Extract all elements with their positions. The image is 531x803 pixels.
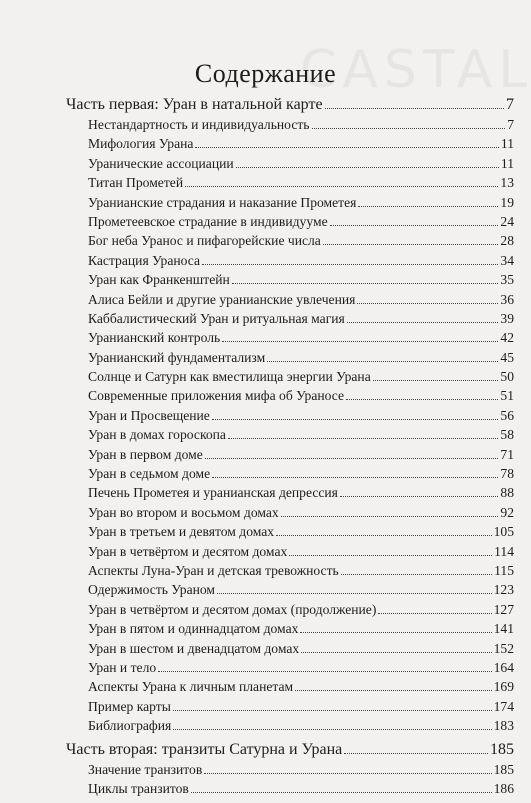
toc-entry[interactable]: [66, 582, 514, 601]
toc-entry[interactable]: [66, 641, 514, 660]
toc-entry-label: Уран в четвёртом и десятом домах (продолжение): [88, 601, 377, 617]
toc-page-number: 13: [500, 175, 514, 191]
toc-page-number: 34: [500, 252, 514, 268]
toc-page-number: 123: [493, 582, 514, 598]
dot-leader: [204, 773, 491, 774]
toc-entry[interactable]: [66, 762, 514, 781]
toc-page-number: 169: [493, 679, 514, 695]
toc-page-number: 105: [493, 524, 514, 540]
dot-leader: [222, 341, 498, 342]
toc-entry[interactable]: [66, 253, 514, 272]
toc-page-number: 50: [500, 369, 514, 385]
toc-page-number: 35: [500, 272, 514, 288]
toc-entry[interactable]: [66, 660, 514, 679]
dot-leader: [281, 516, 499, 517]
toc-entry-label: Библиография: [88, 718, 172, 734]
toc-entry-label: Уран в шестом и двенадцатом домах: [88, 640, 300, 656]
dot-leader: [289, 555, 492, 556]
toc-page-number: 152: [493, 640, 514, 656]
toc-page-number: 58: [500, 427, 514, 443]
toc-page-number: 19: [500, 194, 514, 210]
toc-part-1[interactable]: [66, 96, 514, 117]
dot-leader: [202, 264, 498, 265]
toc-page-number: 24: [500, 213, 514, 229]
toc-entry[interactable]: [66, 544, 514, 563]
toc-page-number: 71: [500, 446, 514, 462]
toc-entry[interactable]: [66, 781, 514, 800]
toc-entry[interactable]: [66, 156, 514, 175]
toc-entry-label: Уран в третьем и девятом домах: [88, 524, 275, 540]
dot-leader: [232, 283, 499, 284]
toc-entry[interactable]: [66, 447, 514, 466]
toc-entry-label: Значение транзитов: [88, 761, 203, 777]
toc-entry-label: Уранианские страдания и наказание Прометея: [88, 194, 357, 210]
dot-leader: [158, 671, 491, 672]
dot-leader: [212, 477, 498, 478]
toc-entry-label: Нестандартность и индивидуальность: [88, 117, 310, 132]
toc-page-number: 92: [500, 504, 514, 520]
toc-entry[interactable]: [66, 485, 514, 504]
dot-leader: [347, 322, 499, 323]
toc-entry[interactable]: [66, 272, 514, 291]
dot-leader: [346, 399, 498, 400]
toc-page-number: 185: [493, 761, 514, 777]
toc-entry-label: Современные приложения мифа об Ураносе: [88, 388, 345, 404]
toc-page-number: 183: [493, 718, 514, 734]
dot-leader: [312, 128, 506, 129]
toc-entry[interactable]: [66, 388, 514, 407]
dot-leader: [236, 167, 499, 168]
toc-page-number: 174: [493, 698, 514, 714]
dot-leader: [217, 593, 492, 594]
toc-entry-label: Одержимость Ураном: [88, 582, 216, 598]
toc-entry-label: Уранианский фундаментализм: [88, 349, 266, 365]
toc-part-label: Часть первая: Уран в натальной карте: [66, 96, 323, 113]
toc-entry-label: Уран в первом доме: [88, 446, 203, 462]
toc-entry-label: Прометеевское страдание в индивидууме: [88, 213, 328, 229]
dot-leader: [373, 380, 499, 381]
toc-entry-label: Уранианский контроль: [88, 330, 221, 346]
toc-entry[interactable]: [66, 718, 514, 737]
dot-leader: [325, 108, 504, 109]
toc-entry[interactable]: [66, 602, 514, 621]
dot-leader: [173, 710, 492, 711]
dot-leader: [323, 244, 499, 245]
toc-page-number: 51: [500, 388, 514, 404]
table-of-contents: [66, 96, 514, 800]
dot-leader: [228, 438, 498, 439]
toc-entry[interactable]: [66, 505, 514, 524]
toc-page-number: 141: [493, 621, 514, 637]
toc-entry-label: Уран в домах гороскопа: [88, 427, 226, 443]
toc-entry[interactable]: [66, 195, 514, 214]
toc-entry-label: Аспекты Луна-Уран и детская тревожность: [88, 562, 339, 578]
toc-entry-label: Алиса Бейли и другие уранианские увлечения: [88, 291, 356, 307]
dot-leader: [295, 690, 491, 691]
toc-entry[interactable]: [66, 330, 514, 349]
toc-page-number: 88: [500, 485, 514, 501]
toc-entry[interactable]: [66, 524, 514, 543]
toc-entry-label: Циклы транзитов: [88, 780, 189, 796]
toc-page-number: 186: [493, 780, 514, 796]
toc-entry[interactable]: [66, 466, 514, 485]
toc-entry[interactable]: [66, 563, 514, 582]
dot-leader: [301, 652, 491, 653]
toc-entry[interactable]: [66, 679, 514, 698]
dot-leader: [340, 496, 498, 497]
toc-page-number: 185: [490, 740, 514, 758]
toc-entry[interactable]: [66, 292, 514, 311]
toc-entry-label: Пример карты: [88, 698, 171, 714]
dot-leader: [267, 361, 498, 362]
dot-leader: [205, 458, 499, 459]
toc-entry-label: Уран как Франкенштейн: [88, 272, 230, 288]
dot-leader: [191, 792, 492, 793]
toc-entry-label: Кастрация Ураноса: [88, 252, 200, 268]
toc-entry[interactable]: [66, 136, 514, 155]
toc-page-number: 56: [500, 407, 514, 423]
toc-entry[interactable]: [66, 214, 514, 233]
toc-entry[interactable]: [66, 427, 514, 446]
toc-part-1-entries: [66, 117, 514, 738]
dot-leader: [344, 753, 488, 754]
toc-entry-label: Бог неба Уранос и пифагорейские числа: [88, 233, 321, 249]
toc-entry-label: Уран и тело: [88, 659, 157, 675]
toc-entry[interactable]: [66, 350, 514, 369]
page-title: Содержание: [194, 59, 337, 88]
dot-leader: [358, 206, 498, 207]
toc-page-number: 115: [494, 562, 514, 578]
toc-page-number: 36: [500, 291, 514, 307]
dot-leader: [357, 303, 498, 304]
toc-page-number: 11: [500, 136, 514, 152]
toc-entry-label: Каббалистический Уран и ритуальная магия: [88, 310, 345, 326]
toc-page-number: 127: [493, 601, 514, 617]
toc-entry-label: Уран и Просвещение: [88, 407, 210, 423]
toc-page-number: 7: [507, 117, 514, 132]
dot-leader: [173, 729, 491, 730]
toc-page-number: 39: [500, 310, 514, 326]
toc-entry-label: Печень Прометея и уранианская депрессия: [88, 485, 338, 501]
toc-part-2-entries: [66, 762, 514, 801]
dot-leader: [300, 632, 491, 633]
toc-page-number: 114: [494, 543, 514, 559]
toc-part-label: Часть вторая: транзиты Сатурна и Урана: [66, 740, 343, 758]
toc-entry[interactable]: [66, 621, 514, 640]
toc-entry-label: Уран в четвёртом и десятом домах: [88, 543, 288, 559]
toc-page-number: 45: [500, 349, 514, 365]
toc-part-2[interactable]: [66, 741, 514, 762]
toc-page-number: 164: [493, 659, 514, 675]
toc-entry-label: Уран в седьмом доме: [88, 466, 211, 482]
toc-entry-label: Аспекты Урана к личным планетам: [88, 679, 294, 695]
toc-entry-label: Уранические ассоциации: [88, 155, 234, 171]
toc-entry-label: Солнце и Сатурн как вместилища энергии Урана: [88, 369, 371, 385]
toc-entry[interactable]: [66, 699, 514, 718]
dot-leader: [330, 225, 499, 226]
toc-entry-label: Уран в пятом и одиннадцатом домах: [88, 621, 299, 637]
dot-leader: [276, 535, 492, 536]
toc-entry-label: Уран во втором и восьмом домах: [88, 504, 279, 520]
dot-leader: [378, 613, 491, 614]
toc-page-number: 28: [500, 233, 514, 249]
toc-page-number: 42: [500, 330, 514, 346]
toc-entry[interactable]: [66, 175, 514, 194]
toc-entry-label: Титан Прометей: [88, 175, 184, 191]
toc-entry[interactable]: [66, 369, 514, 388]
toc-page-number: 11: [500, 155, 514, 171]
toc-entry[interactable]: [66, 233, 514, 252]
toc-page-number: 7: [506, 96, 514, 113]
dot-leader: [185, 186, 498, 187]
toc-page-number: 78: [500, 466, 514, 482]
toc-entry[interactable]: [66, 311, 514, 330]
dot-leader: [341, 574, 492, 575]
toc-entry[interactable]: [66, 117, 514, 136]
toc-entry-label: Мифология Урана: [88, 136, 194, 152]
toc-entry[interactable]: [66, 408, 514, 427]
dot-leader: [212, 419, 499, 420]
dot-leader: [195, 147, 498, 148]
